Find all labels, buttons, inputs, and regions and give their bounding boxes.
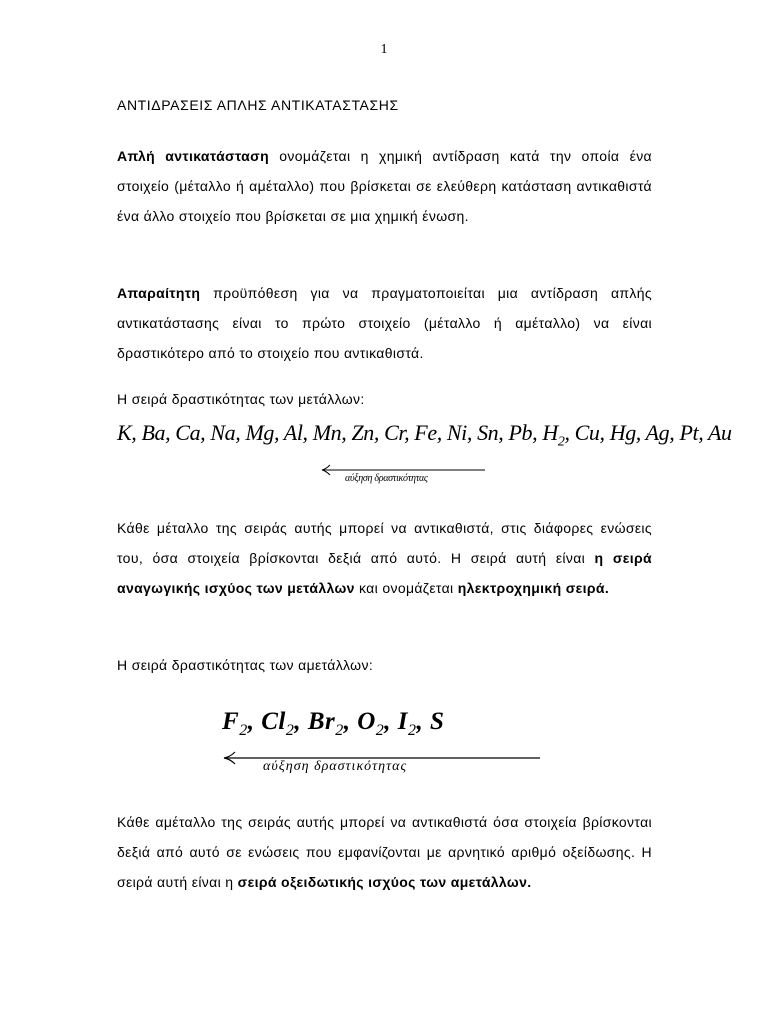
metals-activity-series: K, Ba, Ca, Na, Mg, Al, Mn, Zn, Cr, Fe, Ni, Sn, Pb, $H_2$, Cu, Hg, Ag, Pt, Au: [117, 420, 732, 450]
condition-paragraph: [117, 278, 652, 368]
reducing-power-term: η σειρά αναγωγικής ισχύος των μετάλλων: [117, 550, 652, 596]
metals-series-label: Η σειρά δραστικότητας των μετάλλων:: [117, 391, 365, 407]
condition-text: προϋπόθεση για να πραγματοποιείται μια αντίδραση απλής αντικατάστασης είναι το πρώτο στοιχείο (μέταλλο ή αμέταλλο) να είναι δραστικότερο από το στοιχείο που αντικαθιστά.: [117, 285, 652, 361]
electrochemical-series-term: ηλεκτροχημική σειρά.: [457, 580, 610, 596]
nonmetals-activity-series: $F_2$, $Cl_2$, $Br_2$, $O_2$, $I_2$, S: [222, 708, 445, 739]
definition-paragraph: [117, 141, 652, 231]
metals-explanation-paragraph: Κάθε μέταλλο της σειράς αυτής μπορεί να αντικαθιστά, στις διάφορες ενώσεις του, όσα στοιχεία βρίσκονται δεξιά από αυτό. Η σειρά αυτή είναι η σειρά αναγωγικής ισχύος των μετάλλων και ονομάζεται ηλεκτροχημική σειρά.: [117, 520, 652, 596]
page-heading: ΑΝΤΙΔΡΑΣΕΙΣ ΑΠΛΗΣ ΑΝΤΙΚΑΤΑΣΤΑΣΗΣ: [117, 97, 399, 113]
nonmetals-arrow-caption: αύξηση δραστικότητας: [263, 759, 408, 774]
definition-term: Απλή αντικατάσταση: [117, 148, 269, 164]
nonmetals-explanation-paragraph: Κάθε αμέταλλο της σειράς αυτής μπορεί να αντικαθιστά όσα στοιχεία βρίσκονται δεξιά από αυτό σε ενώσεις που εμφανίζονται με αρνητικό αριθμό οξείδωσης. Η σειρά αυτή είναι η σειρά οξειδωτικής ισχύος των αμετάλλων.: [117, 814, 652, 890]
condition-term: Απαραίτητη: [117, 285, 201, 301]
page-number: 1: [380, 42, 388, 57]
oxidizing-power-term: σειρά οξειδωτικής ισχύος των αμετάλλων.: [237, 874, 532, 890]
metals-arrow-caption: αύξηση δραστικότητας: [345, 473, 428, 484]
definition-text: ονομάζεται η χημική αντίδραση κατά την οποία ένα στοιχείο (μέταλλο ή αμέταλλο) που βρίσκεται σε ελεύθερη κατάσταση αντικαθιστά ένα άλλο στοιχείο που βρίσκεται σε μια χημική ένωση.: [117, 148, 652, 224]
nonmetals-series-label: Η σειρά δραστικότητας των αμετάλλων:: [117, 657, 374, 673]
